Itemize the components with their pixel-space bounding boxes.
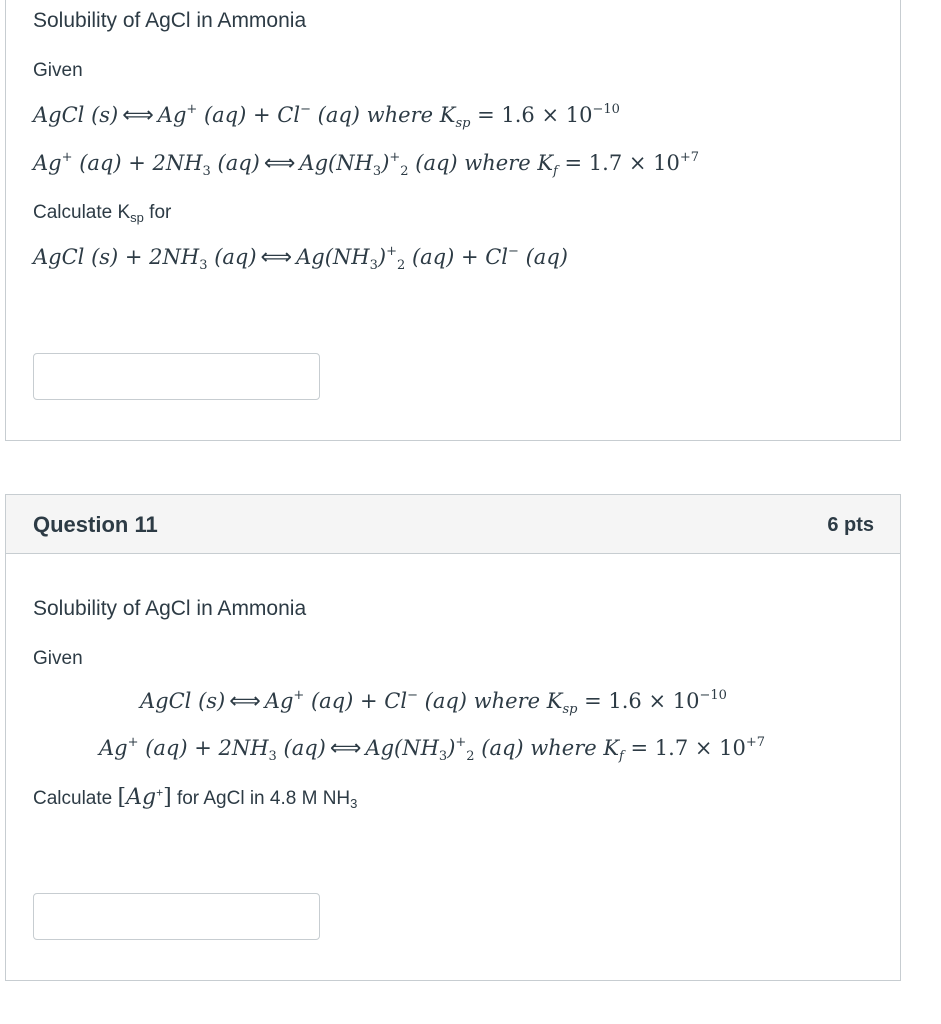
given-label: Given [33,60,83,81]
equation-kf: Ag+ $(aq) + 2NH_3$ (aq) ⟺ $Ag(NH_3)^+_2$ (aq) where $K_f = 1.7 \times 10^{+7}$ [99,735,766,764]
question-number: Question 11 [33,512,158,537]
equation-ksp: AgCl (s) ⟺ Ag+ (aq) + Cl− (aq) where $K_{sp} = 1.6 \times 10^{-10}$ [140,688,727,717]
equation-kf: Ag+ $(aq) + 2NH_3$ (aq) ⟺ $Ag(NH_3)^+_2$ (aq) where $K_f = 1.7 \times 10^{+7}$ [33,150,700,179]
given-label: Given [33,648,83,669]
question-title: Solubility of AgCl in Ammonia [33,9,307,32]
calculate-prompt: Calculate $K_{sp}$ for [33,202,172,225]
question-header [6,495,900,554]
answer-input[interactable] [33,353,320,400]
answer-input[interactable] [33,893,320,940]
equation-ksp: AgCl (s) ⟺ Ag+ (aq) + Cl− (aq) where $K_{sp} = 1.6 \times 10^{-10}$ [33,102,620,131]
question-points: 6 pts [827,514,874,536]
question-card-11 [5,494,901,981]
calculate-prompt: Calculate [Ag+] for AgCl in 4.8 M $NH_3$ [33,785,358,811]
question-card-10 [5,0,901,441]
question-title: Solubility of AgCl in Ammonia [33,597,307,620]
equation-overall: AgCl $(s) + 2NH_3$ (aq) ⟺ $Ag(NH_3)^+_2$ (aq) + Cl− (aq) [33,244,568,273]
